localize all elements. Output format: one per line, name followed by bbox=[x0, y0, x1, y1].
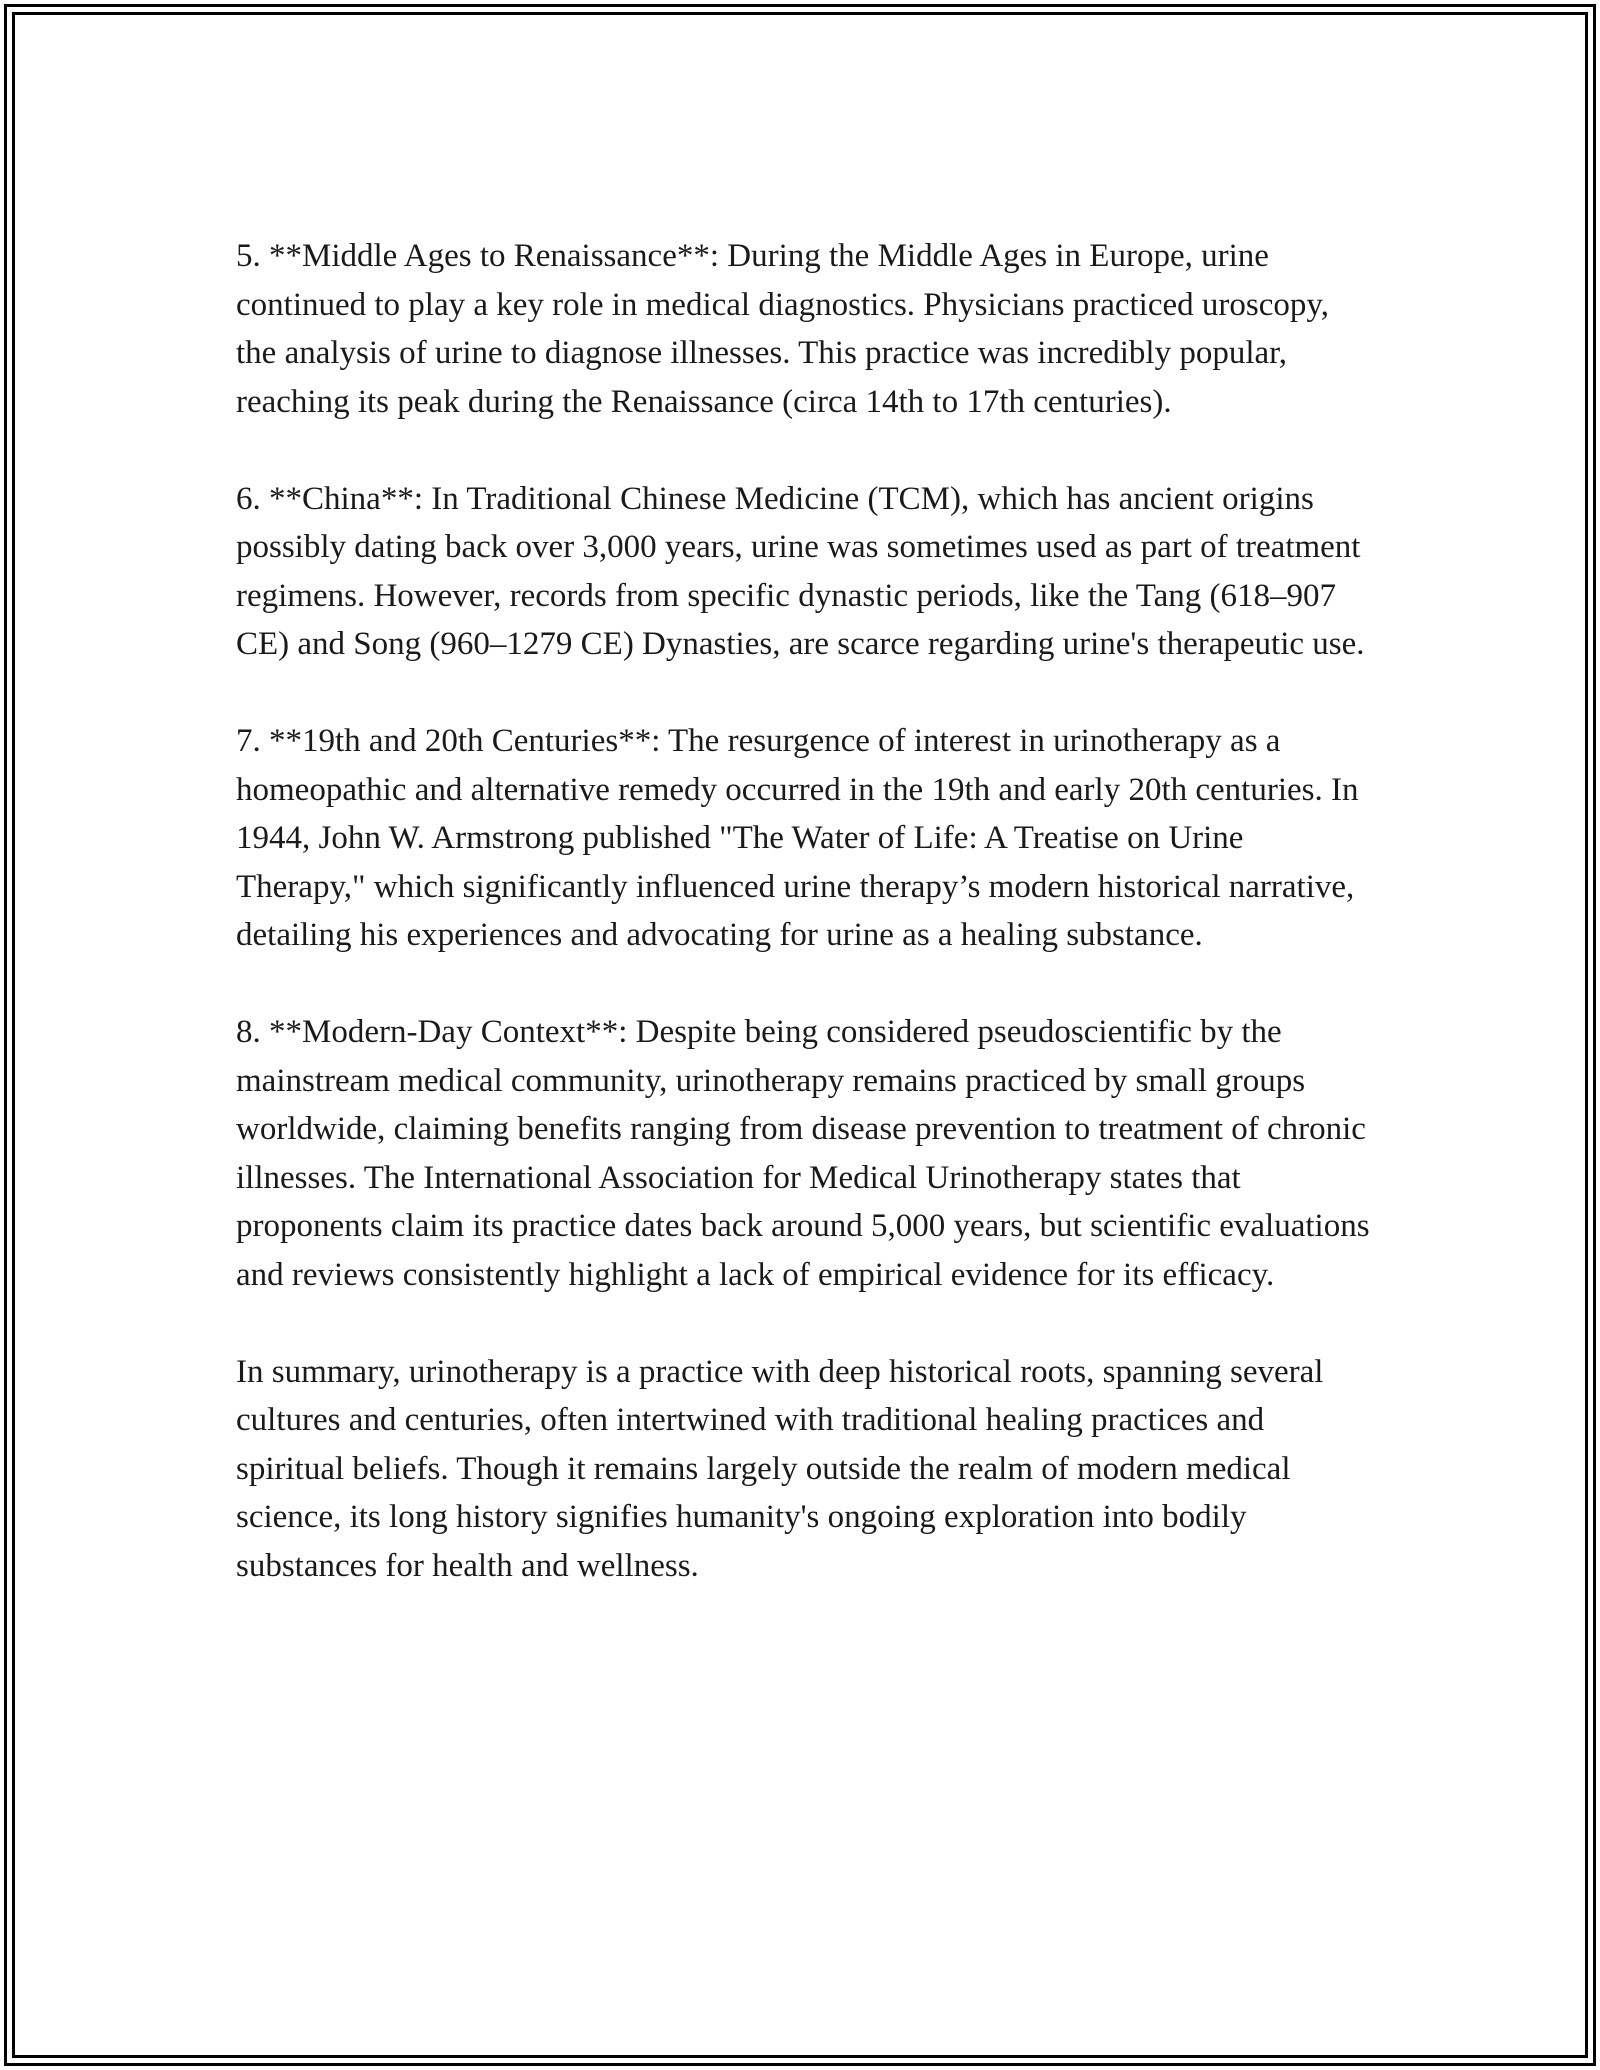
paragraph-modern-day-context: 8. **Modern-Day Context**: Despite being considered pseudoscientific by the mainstream medical community, urinotherapy remains practiced by small groups worldwide, claiming benefits ranging from disease prevention to treatment of chronic illnesses. The International Association for Medical Urinotherapy states that proponents claim its practice dates back around 5,000 years, but scientific evaluations and reviews consistently highlight a lack of empirical evidence for its efficacy. bbox=[236, 1014, 1370, 1293]
paragraph-summary: In summary, urinotherapy is a practice with deep historical roots, spanning several cultures and centuries, often intertwined with traditional healing practices and spiritual beliefs. Though it remains largely outside the realm of modern medical science, its long history signifies humanity's ongoing exploration into bodily substances for health and wellness. bbox=[236, 1353, 1324, 1584]
paragraph-china: 6. **China**: In Traditional Chinese Medicine (TCM), which has ancient origins possibly dating back over 3,000 years, urine was sometimes used as part of treatment regimens. However, records from specific dynastic periods, like the Tang (618–907 CE) and Song (960–1279 CE) Dynasties, are scarce regarding urine's therapeutic use. bbox=[236, 480, 1365, 662]
paragraph-19th-20th-centuries: 7. **19th and 20th Centuries**: The resurgence of interest in urinotherapy as a homeopathic and alternative remedy occurred in the 19th and early 20th centuries. In 1944, John W. Armstrong published "The Water of Life: A Treatise on Urine Therapy," which significantly influenced urine therapy’s modern historical narrative, detailing his experiences and advocating for urine as a healing substance. bbox=[236, 723, 1359, 953]
paragraph-middle-ages: 5. **Middle Ages to Renaissance**: During the Middle Ages in Europe, urine continued to play a key role in medical diagnostics. Physicians practiced uroscopy, the analysis of urine to diagnose illnesses. This practice was incredibly popular, reaching its peak during the Renaissance (circa 14th to 17th centuries). bbox=[236, 238, 1329, 420]
document-body bbox=[236, 232, 1376, 1639]
